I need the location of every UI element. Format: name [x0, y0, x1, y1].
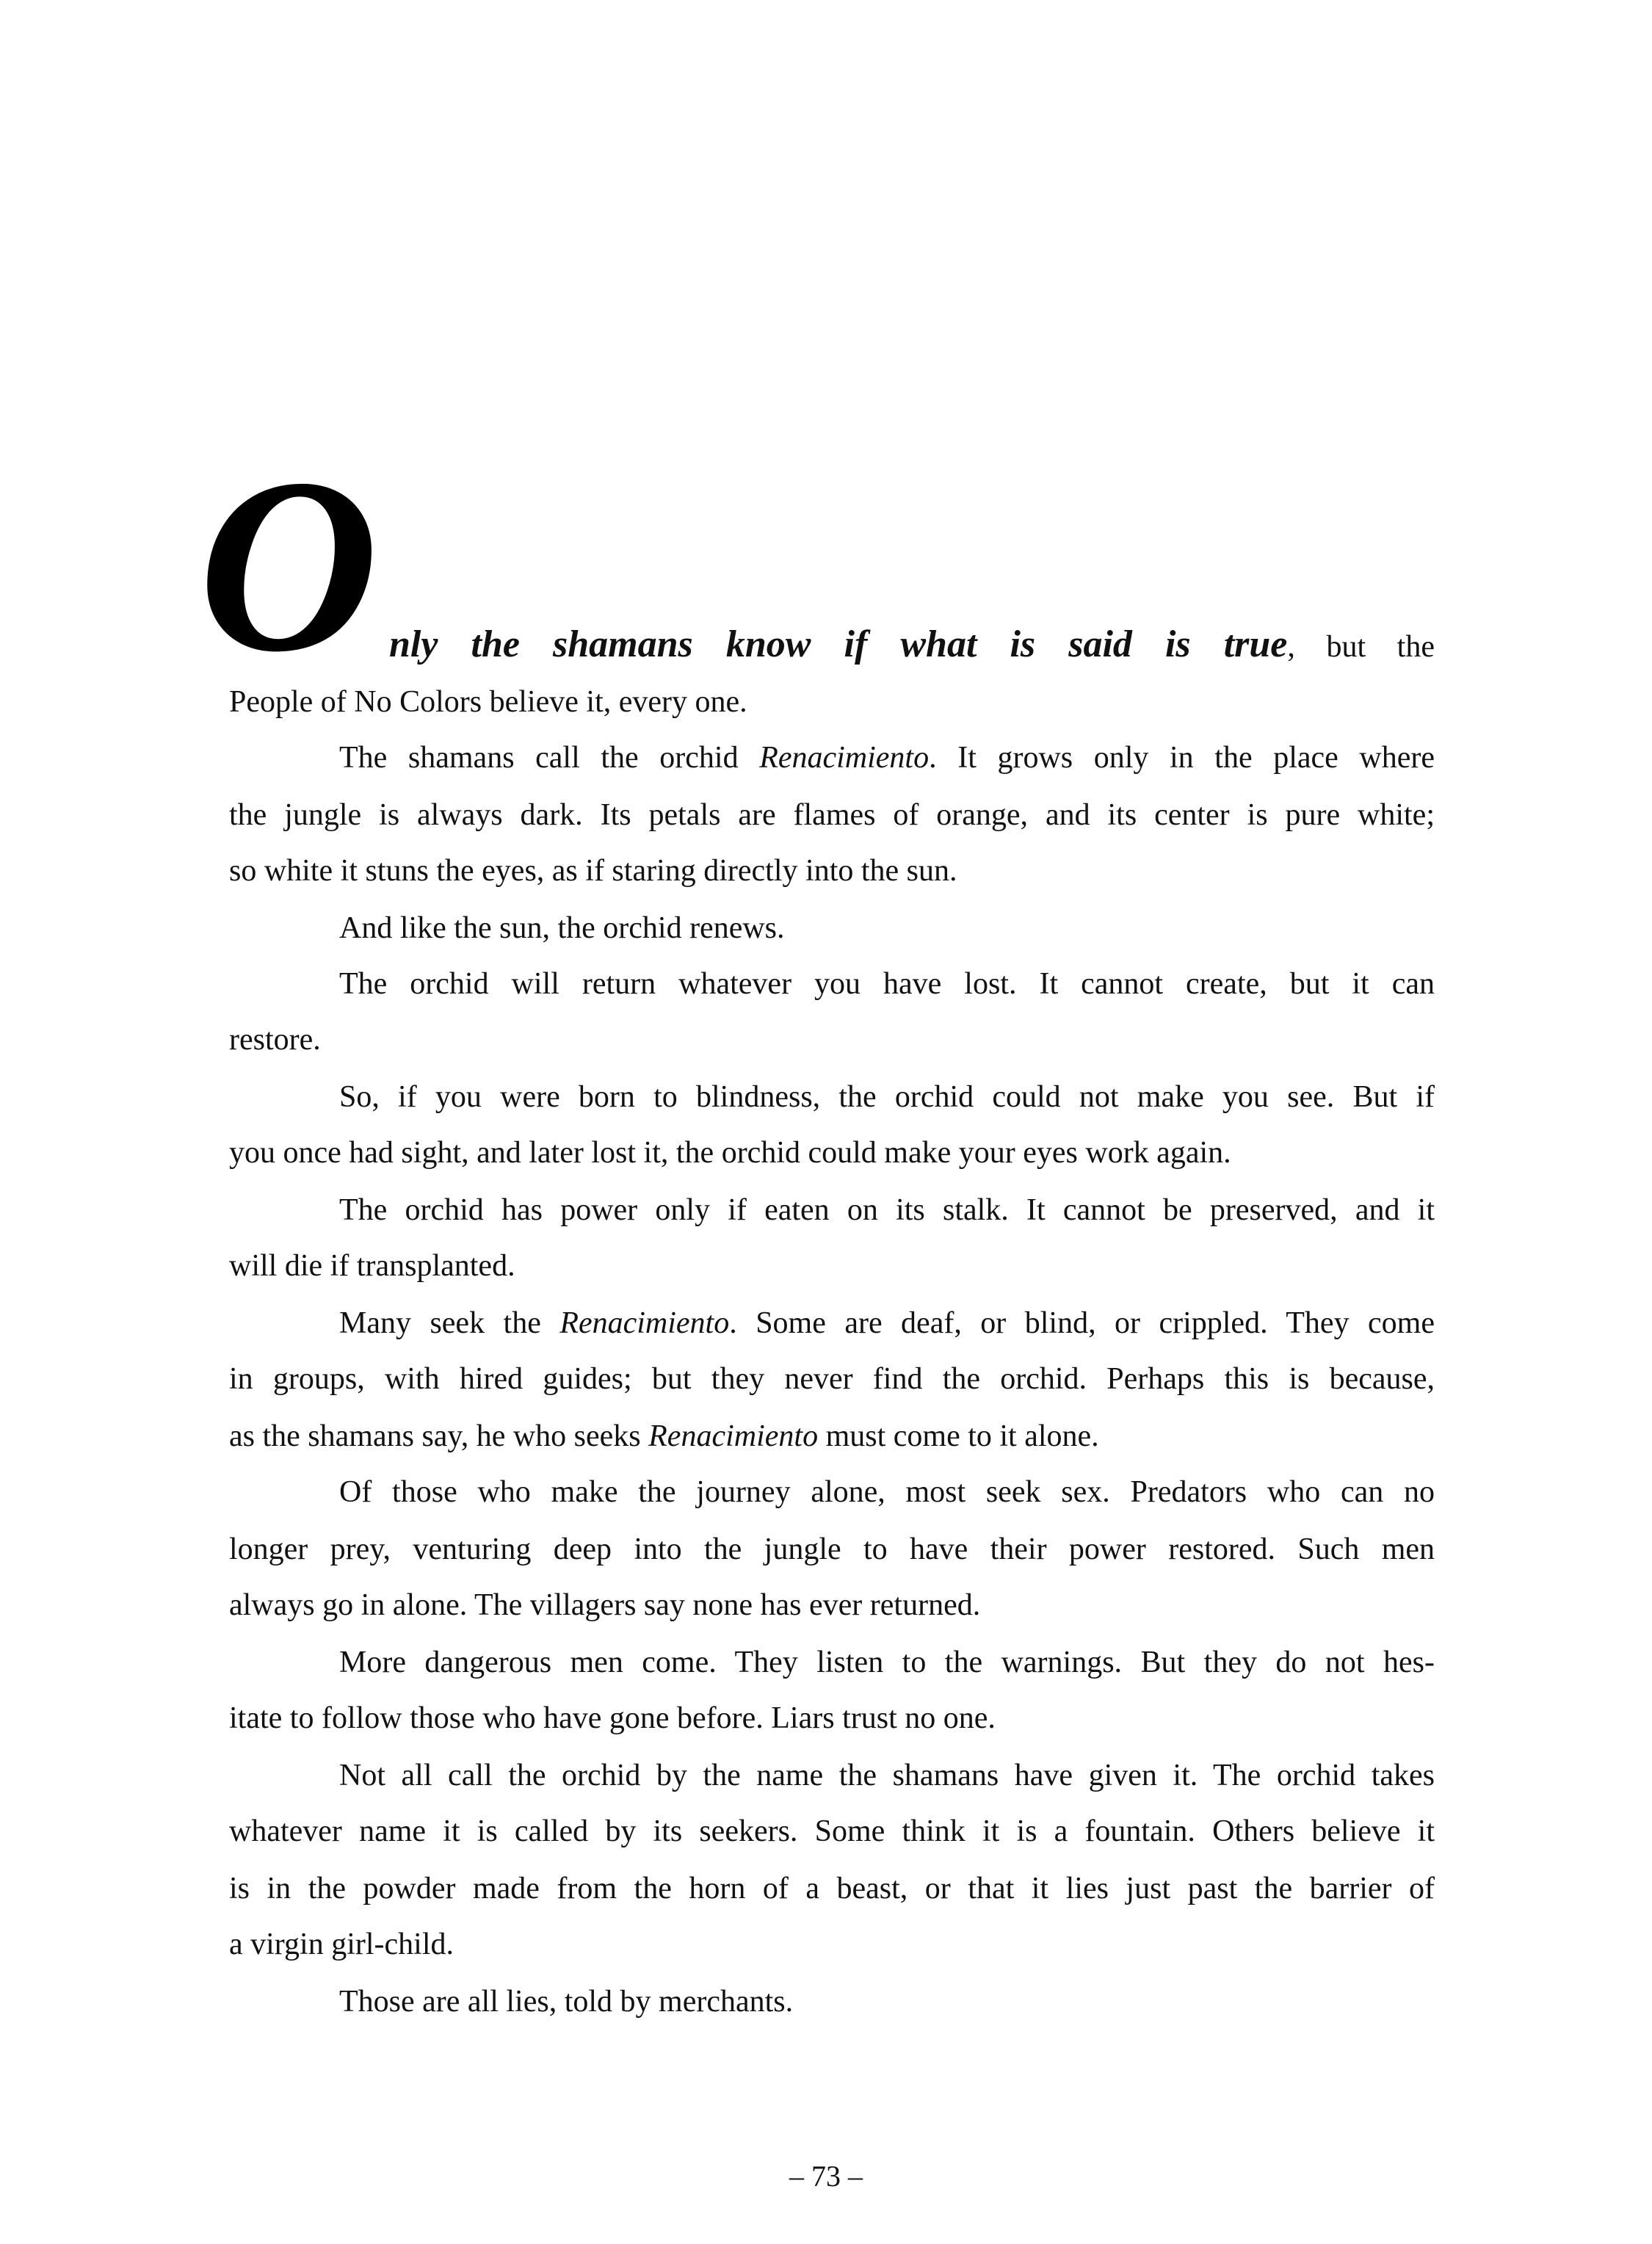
text-line: restore.	[229, 1023, 321, 1057]
text-line: longer prey, venturing deep into the jungle to have their power restored. Such men	[229, 1532, 1435, 1566]
opening-bold-phrase: nly the shamans know if what is said is true	[389, 623, 1288, 665]
text-line: Many seek the Renacimiento. Some are deaf, or blind, or crippled. They come	[339, 1306, 1435, 1340]
text-line: The orchid will return whatever you have lost. It cannot create, but it can	[339, 967, 1435, 1001]
text-line: whatever name it is called by its seekers. Some think it is a fountain. Others believe it	[229, 1814, 1435, 1848]
opening-line	[389, 623, 1435, 666]
text-line: So, if you were born to blindness, the orchid could not make you see. But if	[339, 1080, 1435, 1114]
text-line: will die if transplanted.	[229, 1249, 515, 1283]
text-line: in groups, with hired guides; but they never find the orchid. Perhaps this is because,	[229, 1362, 1435, 1396]
text-line: Those are all lies, told by merchants.	[339, 1985, 794, 2019]
drop-cap: O	[198, 427, 379, 703]
text-line: People of No Colors believe it, every one.	[229, 685, 747, 719]
text-line: so white it stuns the eyes, as if staring directly into the sun.	[229, 854, 957, 888]
text-line: the jungle is always dark. Its petals are flames of orange, and its center is pure white;	[229, 798, 1435, 832]
text-line: More dangerous men come. They listen to the warnings. But they do not hes-	[339, 1646, 1435, 1679]
text-line: The shamans call the orchid Renacimiento. It grows only in the place where	[339, 741, 1435, 775]
text-line: itate to follow those who have gone before. Liars trust no one.	[229, 1701, 996, 1735]
text-line: Of those who make the journey alone, most seek sex. Predators who can no	[339, 1475, 1435, 1509]
opening-rest: , but the	[1287, 630, 1435, 664]
text-line: is in the powder made from the horn of a beast, or that it lies just past the barrier of	[229, 1872, 1435, 1905]
page-number: – 73 –	[789, 2160, 863, 2193]
text-line: The orchid has power only if eaten on its stalk. It cannot be preserved, and it	[339, 1193, 1435, 1227]
text-line: And like the sun, the orchid renews.	[339, 911, 785, 945]
text-line: you once had sight, and later lost it, the orchid could make your eyes work again.	[229, 1136, 1231, 1170]
text-line: always go in alone. The villagers say none has ever returned.	[229, 1588, 981, 1622]
text-line: Not all call the orchid by the name the shamans have given it. The orchid takes	[339, 1759, 1435, 1792]
text-line: a virgin girl-child.	[229, 1928, 454, 1961]
text-line: as the shamans say, he who seeks Renacimiento must come to it alone.	[229, 1419, 1099, 1453]
